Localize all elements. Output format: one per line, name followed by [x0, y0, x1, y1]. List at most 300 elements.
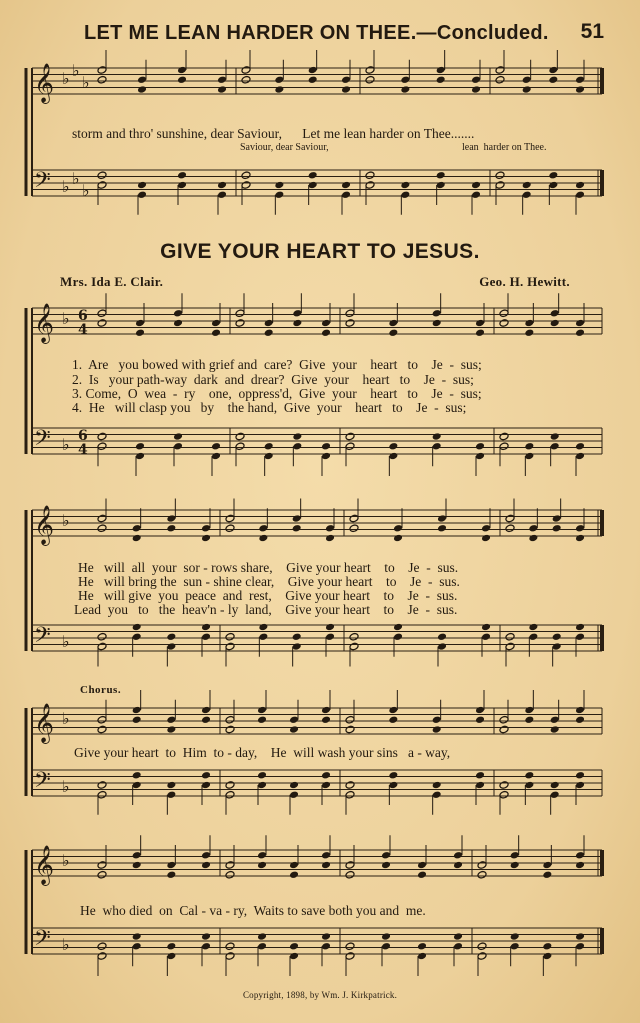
- notehead: [345, 861, 355, 870]
- notehead: [132, 534, 142, 543]
- notehead: [173, 319, 183, 328]
- verse-3-line-2: He will give you peace and rest, Give your heart to Je - sus.: [78, 588, 458, 603]
- notehead: [388, 328, 398, 337]
- notehead: [437, 524, 447, 533]
- notehead: [217, 85, 227, 94]
- notehead: [258, 534, 268, 543]
- notehead: [132, 623, 142, 632]
- notehead: [258, 524, 268, 533]
- page-number: 51: [580, 20, 604, 43]
- notehead: [321, 715, 331, 724]
- notehead: [135, 319, 145, 328]
- flat-sign-icon: ♭: [72, 61, 80, 80]
- final-barline: [600, 928, 604, 954]
- notehead: [211, 442, 221, 451]
- notehead: [552, 642, 562, 651]
- time-signature: 6: [78, 428, 88, 444]
- notehead: [321, 781, 331, 790]
- notehead: [132, 715, 142, 724]
- notehead: [97, 309, 107, 318]
- flat-sign-icon: ♭: [62, 709, 70, 728]
- notehead: [453, 861, 463, 870]
- notehead: [365, 66, 375, 75]
- notehead: [132, 632, 142, 641]
- notehead: [264, 328, 274, 337]
- notehead: [481, 623, 491, 632]
- notehead: [475, 706, 485, 715]
- notehead: [495, 181, 505, 190]
- notehead: [97, 632, 107, 641]
- flat-sign-icon: ♭: [62, 851, 70, 870]
- notehead: [524, 715, 534, 724]
- time-signature: 4: [78, 322, 88, 338]
- notehead: [542, 952, 552, 961]
- previous-hymn-alto-lyric-2: lean harder on Thee.: [462, 142, 547, 153]
- notehead: [436, 171, 446, 180]
- verse-3-line-1: 3. Come, O wea - ry one, oppress'd, Give your heart to Je - sus;: [72, 386, 482, 401]
- notehead: [225, 790, 235, 799]
- notehead: [292, 514, 302, 523]
- notehead: [321, 942, 331, 951]
- notehead: [166, 790, 176, 799]
- notehead: [235, 319, 245, 328]
- notehead: [400, 75, 410, 84]
- notehead: [381, 861, 391, 870]
- notehead: [475, 452, 485, 461]
- verse-4-line-2: Lead you to the heav'n - ly land, Give your heart to Je - sus.: [74, 602, 458, 617]
- notehead: [381, 942, 391, 951]
- notehead: [264, 442, 274, 451]
- flat-sign-icon: ♭: [62, 177, 70, 196]
- notehead: [257, 851, 267, 860]
- notehead: [289, 790, 299, 799]
- notehead: [550, 790, 560, 799]
- bass-clef-icon: 𝄢: [34, 768, 51, 798]
- notehead: [308, 75, 318, 84]
- notehead: [97, 790, 107, 799]
- notehead: [97, 442, 107, 451]
- notehead: [453, 942, 463, 951]
- notehead: [177, 75, 187, 84]
- notehead: [289, 781, 299, 790]
- notehead: [475, 771, 485, 780]
- notehead: [432, 442, 442, 451]
- treble-clef-icon: 𝄞: [34, 845, 55, 885]
- notehead: [417, 942, 427, 951]
- notehead: [575, 932, 585, 941]
- notehead: [225, 725, 235, 734]
- notehead: [524, 771, 534, 780]
- notehead: [522, 181, 532, 190]
- notehead: [481, 524, 491, 533]
- notehead: [400, 181, 410, 190]
- notehead: [274, 85, 284, 94]
- notehead: [345, 952, 355, 961]
- notehead: [345, 781, 355, 790]
- flat-sign-icon: ♭: [82, 73, 90, 92]
- copyright-notice: Copyright, 1898, by Wm. J. Kirkpatrick.: [242, 990, 398, 1000]
- notehead: [135, 442, 145, 451]
- notehead: [217, 190, 227, 199]
- notehead: [575, 632, 585, 641]
- notehead: [528, 623, 538, 632]
- notehead: [575, 524, 585, 533]
- notehead: [550, 725, 560, 734]
- notehead: [308, 171, 318, 180]
- notehead: [345, 870, 355, 879]
- notehead: [471, 181, 481, 190]
- notehead: [471, 190, 481, 199]
- notehead: [97, 181, 107, 190]
- notehead: [475, 328, 485, 337]
- notehead: [393, 632, 403, 641]
- notehead: [97, 642, 107, 651]
- notehead: [524, 442, 534, 451]
- notehead: [241, 66, 251, 75]
- notehead: [393, 524, 403, 533]
- notehead: [349, 524, 359, 533]
- notehead: [388, 771, 398, 780]
- notehead: [166, 715, 176, 724]
- notehead: [499, 432, 509, 441]
- notehead: [524, 452, 534, 461]
- notehead: [528, 632, 538, 641]
- notehead: [225, 524, 235, 533]
- notehead: [308, 66, 318, 75]
- notehead: [97, 514, 107, 523]
- notehead: [381, 932, 391, 941]
- notehead: [550, 309, 560, 318]
- verse-2-line-2: He will bring the sun - shine clear, Give your heart to Je - sus.: [78, 574, 460, 589]
- verse-1-line-1: 1. Are you bowed with grief and care? Give your heart to Je - sus;: [72, 357, 482, 372]
- notehead: [321, 771, 331, 780]
- notehead: [201, 623, 211, 632]
- notehead: [542, 861, 552, 870]
- notehead: [177, 66, 187, 75]
- bass-clef-icon: 𝄢: [34, 426, 51, 456]
- notehead: [548, 75, 558, 84]
- notehead: [436, 181, 446, 190]
- notehead: [292, 309, 302, 318]
- bass-clef-icon: 𝄢: [34, 168, 51, 198]
- final-barline: [600, 68, 604, 94]
- notehead: [388, 781, 398, 790]
- notehead: [393, 623, 403, 632]
- notehead: [201, 851, 211, 860]
- notehead: [499, 790, 509, 799]
- notehead: [499, 309, 509, 318]
- notehead: [388, 452, 398, 461]
- notehead: [575, 771, 585, 780]
- notehead: [225, 942, 235, 951]
- notehead: [499, 319, 509, 328]
- notehead: [132, 771, 142, 780]
- notehead: [349, 642, 359, 651]
- chorus-line-2: He who died on Cal - va - ry, Waits to save both you and me.: [80, 903, 426, 918]
- notehead: [321, 442, 331, 451]
- notehead: [575, 706, 585, 715]
- notehead: [292, 319, 302, 328]
- notehead: [345, 725, 355, 734]
- notehead: [292, 642, 302, 651]
- notehead: [349, 514, 359, 523]
- flat-sign-icon: ♭: [62, 632, 70, 651]
- notehead: [345, 319, 355, 328]
- notehead: [432, 790, 442, 799]
- notehead: [97, 781, 107, 790]
- author-credit: Mrs. Ida E. Clair.: [60, 274, 164, 289]
- notehead: [132, 781, 142, 790]
- notehead: [241, 171, 251, 180]
- flat-sign-icon: ♭: [62, 69, 70, 88]
- final-barline: [600, 850, 604, 876]
- flat-sign-icon: ♭: [62, 777, 70, 796]
- notehead: [325, 623, 335, 632]
- bass-clef-icon: 𝄢: [34, 926, 51, 956]
- notehead: [177, 171, 187, 180]
- notehead: [552, 524, 562, 533]
- notehead: [495, 171, 505, 180]
- chorus-line-1: Give your heart to Him to - day, He will wash your sins a - way,: [74, 745, 451, 760]
- notehead: [453, 851, 463, 860]
- notehead: [499, 715, 509, 724]
- notehead: [475, 715, 485, 724]
- verse-1-line-2: He will all your sor - rows share, Give your heart to Je - sus.: [78, 560, 459, 575]
- notehead: [321, 706, 331, 715]
- running-title: LET ME LEAN HARDER ON THEE.—Concluded.: [84, 22, 549, 44]
- notehead: [400, 85, 410, 94]
- notehead: [349, 632, 359, 641]
- notehead: [97, 66, 107, 75]
- treble-clef-icon: 𝄞: [34, 303, 55, 343]
- notehead: [166, 781, 176, 790]
- notehead: [217, 75, 227, 84]
- notehead: [388, 706, 398, 715]
- verse-4-line-1: 4. He will clasp you by the hand, Give your heart to Je - sus;: [72, 400, 467, 415]
- bass-clef-icon: 𝄢: [34, 623, 51, 653]
- notehead: [257, 771, 267, 780]
- notehead: [432, 309, 442, 318]
- notehead: [166, 514, 176, 523]
- notehead: [575, 319, 585, 328]
- notehead: [477, 952, 487, 961]
- notehead: [542, 942, 552, 951]
- notehead: [137, 190, 147, 199]
- notehead: [225, 781, 235, 790]
- notehead: [575, 715, 585, 724]
- notehead: [201, 534, 211, 543]
- notehead: [575, 861, 585, 870]
- notehead: [137, 181, 147, 190]
- notehead: [345, 942, 355, 951]
- verse-2-line-1: 2. Is your path-way dark and drear? Give your heart to Je - sus;: [72, 372, 474, 387]
- notehead: [453, 932, 463, 941]
- notehead: [257, 942, 267, 951]
- notehead: [381, 851, 391, 860]
- notehead: [97, 952, 107, 961]
- notehead: [528, 534, 538, 543]
- notehead: [97, 715, 107, 724]
- notehead: [201, 632, 211, 641]
- notehead: [510, 932, 520, 941]
- notehead: [289, 861, 299, 870]
- notehead: [575, 190, 585, 199]
- notehead: [97, 725, 107, 734]
- notehead: [201, 715, 211, 724]
- notehead: [550, 442, 560, 451]
- notehead: [97, 524, 107, 533]
- notehead: [475, 442, 485, 451]
- notehead: [274, 181, 284, 190]
- notehead: [132, 706, 142, 715]
- notehead: [388, 319, 398, 328]
- notehead: [481, 632, 491, 641]
- notehead: [321, 851, 331, 860]
- notehead: [432, 715, 442, 724]
- notehead: [575, 452, 585, 461]
- notehead: [325, 632, 335, 641]
- notehead: [173, 309, 183, 318]
- notehead: [321, 328, 331, 337]
- notehead: [417, 861, 427, 870]
- notehead: [166, 952, 176, 961]
- notehead: [97, 870, 107, 879]
- notehead: [471, 85, 481, 94]
- notehead: [432, 432, 442, 441]
- notehead: [211, 319, 221, 328]
- treble-clef-icon: 𝄞: [34, 703, 55, 743]
- notehead: [201, 524, 211, 533]
- notehead: [235, 442, 245, 451]
- flat-sign-icon: ♭: [62, 309, 70, 328]
- notehead: [495, 75, 505, 84]
- notehead: [257, 861, 267, 870]
- notehead: [432, 319, 442, 328]
- notehead: [499, 781, 509, 790]
- notehead: [575, 328, 585, 337]
- notehead: [575, 623, 585, 632]
- notehead: [201, 781, 211, 790]
- time-signature: 4: [78, 442, 88, 458]
- notehead: [173, 432, 183, 441]
- notehead: [166, 524, 176, 533]
- notehead: [132, 932, 142, 941]
- notehead: [575, 181, 585, 190]
- notehead: [522, 190, 532, 199]
- notehead: [365, 181, 375, 190]
- notehead: [325, 524, 335, 533]
- notehead: [166, 870, 176, 879]
- notehead: [132, 851, 142, 860]
- notehead: [400, 190, 410, 199]
- notehead: [274, 190, 284, 199]
- previous-hymn-lyric: storm and thro' sunshine, dear Saviour, Let me lean harder on Thee.......: [72, 126, 475, 141]
- notehead: [97, 942, 107, 951]
- notehead: [241, 181, 251, 190]
- notehead: [289, 725, 299, 734]
- final-barline: [600, 510, 604, 536]
- notehead: [524, 319, 534, 328]
- notehead: [510, 942, 520, 951]
- notehead: [550, 319, 560, 328]
- notehead: [477, 861, 487, 870]
- notehead: [289, 952, 299, 961]
- notehead: [575, 942, 585, 951]
- notehead: [97, 171, 107, 180]
- notehead: [345, 715, 355, 724]
- flat-sign-icon: ♭: [62, 935, 70, 954]
- notehead: [495, 66, 505, 75]
- notehead: [292, 524, 302, 533]
- notehead: [548, 66, 558, 75]
- notehead: [264, 452, 274, 461]
- notehead: [225, 870, 235, 879]
- notehead: [258, 623, 268, 632]
- notehead: [211, 452, 221, 461]
- notehead: [522, 85, 532, 94]
- hymn-title: GIVE YOUR HEART TO JESUS.: [160, 240, 480, 263]
- final-barline: [600, 170, 604, 196]
- notehead: [550, 781, 560, 790]
- notehead: [437, 514, 447, 523]
- notehead: [132, 861, 142, 870]
- notehead: [289, 870, 299, 879]
- notehead: [575, 85, 585, 94]
- notehead: [510, 851, 520, 860]
- notehead: [522, 75, 532, 84]
- notehead: [321, 932, 331, 941]
- notehead: [177, 181, 187, 190]
- notehead: [225, 632, 235, 641]
- notehead: [225, 642, 235, 651]
- notehead: [505, 632, 515, 641]
- treble-clef-icon: 𝄞: [34, 63, 55, 103]
- notehead: [437, 642, 447, 651]
- notehead: [258, 632, 268, 641]
- notehead: [550, 715, 560, 724]
- notehead: [132, 942, 142, 951]
- notehead: [166, 725, 176, 734]
- notehead: [225, 715, 235, 724]
- notehead: [436, 75, 446, 84]
- notehead: [341, 190, 351, 199]
- notehead: [548, 171, 558, 180]
- flat-sign-icon: ♭: [72, 169, 80, 188]
- notehead: [345, 790, 355, 799]
- notehead: [341, 85, 351, 94]
- notehead: [225, 861, 235, 870]
- notehead: [321, 319, 331, 328]
- notehead: [166, 642, 176, 651]
- notehead: [437, 632, 447, 641]
- notehead: [292, 442, 302, 451]
- notehead: [173, 442, 183, 451]
- notehead: [575, 442, 585, 451]
- notehead: [365, 171, 375, 180]
- notehead: [505, 642, 515, 651]
- final-barline: [600, 625, 604, 651]
- notehead: [97, 319, 107, 328]
- notehead: [575, 851, 585, 860]
- notehead: [325, 534, 335, 543]
- notehead: [542, 870, 552, 879]
- notehead: [388, 715, 398, 724]
- notehead: [341, 181, 351, 190]
- flat-sign-icon: ♭: [62, 435, 70, 454]
- notehead: [137, 85, 147, 94]
- notehead: [225, 514, 235, 523]
- notehead: [345, 309, 355, 318]
